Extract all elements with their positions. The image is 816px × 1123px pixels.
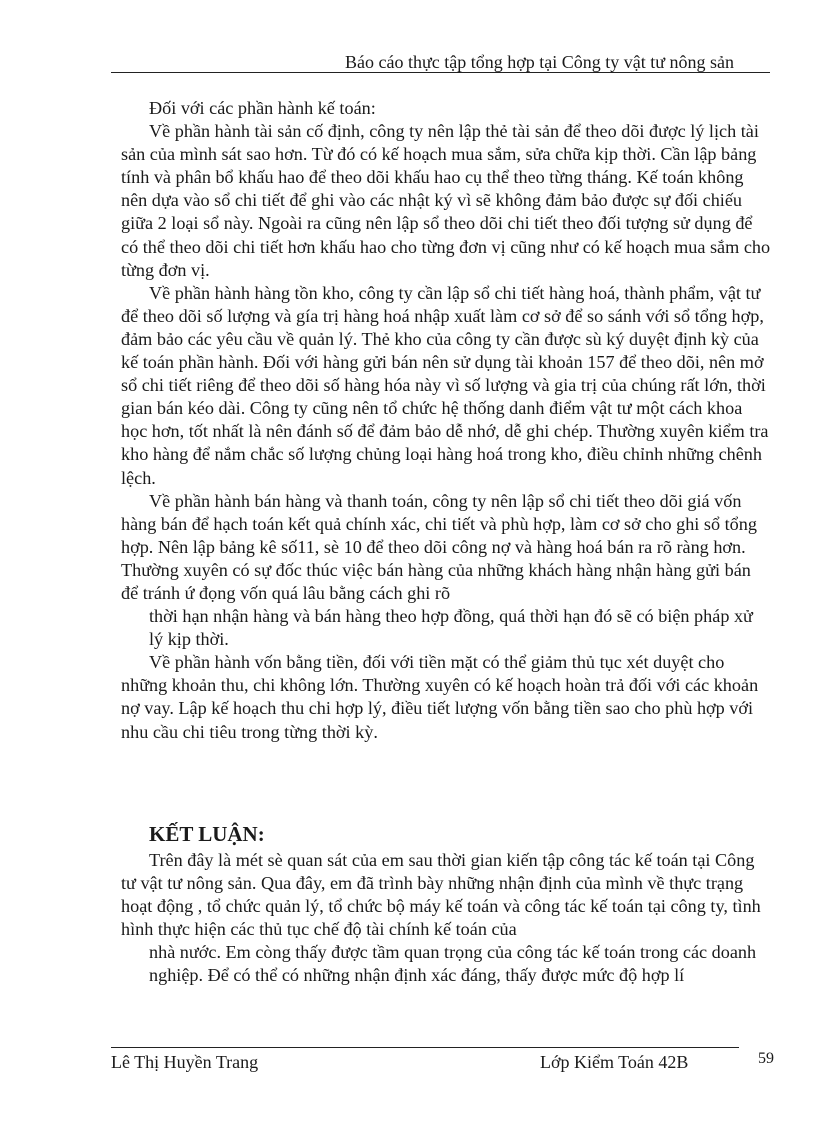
conclusion-paragraph: nhà nước. Em còng thấy được tầm quan trọng của công tác kế toán trong các doanh nghiệp. Để có thể có những nhận định xác đáng, thấy được mức độ hợp lí [149,942,757,986]
body-paragraph: Về phần hành bán hàng và thanh toán, công ty nên lập sổ chi tiết theo dõi giá vốn hàng bán để hạch toán kết quả chính xác, chi tiết và phù hợp, làm cơ sở cho ghi sổ tổng hợp. Nên lập bảng kê số11, sè 10 để theo dõi công nợ và hàng hoá bán ra rõ ràng hơn. Thường xuyên có sự đốc thúc việc bán hàng của những khách hàng nhận hàng gửi bán để tránh ứ đọng vốn quá lâu bằng cách ghi rõ [121,490,757,603]
header-rule [111,72,770,73]
conclusion-paragraph: Trên đây là mét sè quan sát của em sau thời gian kiến tập công tác kế toán tại Công tư vật tư nông sản. Qua đây, em đã trình bày những nhận định của mình về thực trạng hoạt động , tổ chức quản lý, tổ chức bộ máy kế toán và công tác kế toán tại công ty, tình hình thực hiện các thủ tục chế độ tài chính kế toán của [121,850,761,940]
body-paragraph: Về phần hành hàng tồn kho, công ty cần lập sổ chi tiết hàng hoá, thành phẩm, vật tư để theo dõi số lượng và gía trị hàng hoá nhập xuất làm cơ sở để so sánh với sổ tổng hợp, đảm bảo các yêu cầu về quản lý. Thẻ kho của công ty cần được sù ký duyệt định kỳ của kế toán phần hành. Đối với hàng gửi bán nên sử dụng tài khoản 157 để theo dõi, nên mở sổ chi tiết riêng để theo dõi số hàng hóa này vì số lượng và gia trị của chúng rất lớn, thời gian bán kéo dài. Công ty cũng nên tổ chức hệ thống danh điểm vật tư một cách khoa học hơn, tốt nhất là nên đánh số để đảm bảo dễ nhớ, dễ ghi chép. Thường xuyên kiểm tra kho hàng để nắm chắc số lượng chủng loại hàng hoá trong kho, điều chỉnh những chênh lệch. [121,282,769,488]
conclusion-heading: KẾT LUẬN: [149,822,265,846]
conclusion-section [121,821,771,988]
body-text [121,97,771,744]
body-paragraph: Về phần hành tài sản cố định, công ty nên lập thẻ tài sản để theo dõi được lý lịch tài sản của mình sát sao hơn. Từ đó có kế hoạch mua sắm, sửa chữa kịp thời. Cần lập bảng tính và phân bổ khấu hao để theo dõi khấu hao cụ thể theo từng tháng. Kế toán không nên dựa vào sổ chi tiết để ghi vào các nhật ký vì sẽ không đảm bảo được sự đối chiếu giữa 2 loại sổ này. Ngoài ra cũng nên lập sổ theo dõi chi tiết theo đối tượng sử dụng để có thể theo dõi chi tiết hơn khấu hao cho từng đơn vị cũng như có kế hoạch mua sắm cho từng đơn vị. [121,121,771,280]
footer-rule [111,1047,739,1048]
footer-author: Lê Thị Huyền Trang [111,1052,259,1072]
running-header-title: Báo cáo thực tập tổng hợp tại Công ty vật tư nông sản [345,52,734,72]
page-number: 59 [758,1050,774,1067]
body-paragraph: Đối với các phần hành kế toán: [149,98,376,118]
body-paragraph: Về phần hành vốn bằng tiền, đối với tiền mặt có thể giảm thủ tục xét duyệt cho những khoản thu, chi không lớn. Thường xuyên có kế hoạch hoàn trả đối với các khoản nợ vay. Lập kế hoạch thu chi hợp lý, điều tiết lượng vốn bằng tiền sao cho phù hợp với nhu cầu chi tiêu trong từng thời kỳ. [121,652,759,742]
footer-class-name: Lớp Kiểm Toán 42B [540,1052,689,1072]
body-paragraph: thời hạn nhận hàng và bán hàng theo hợp đồng, quá thời hạn đó sẽ có biện pháp xử lý kịp thời. [149,606,753,650]
